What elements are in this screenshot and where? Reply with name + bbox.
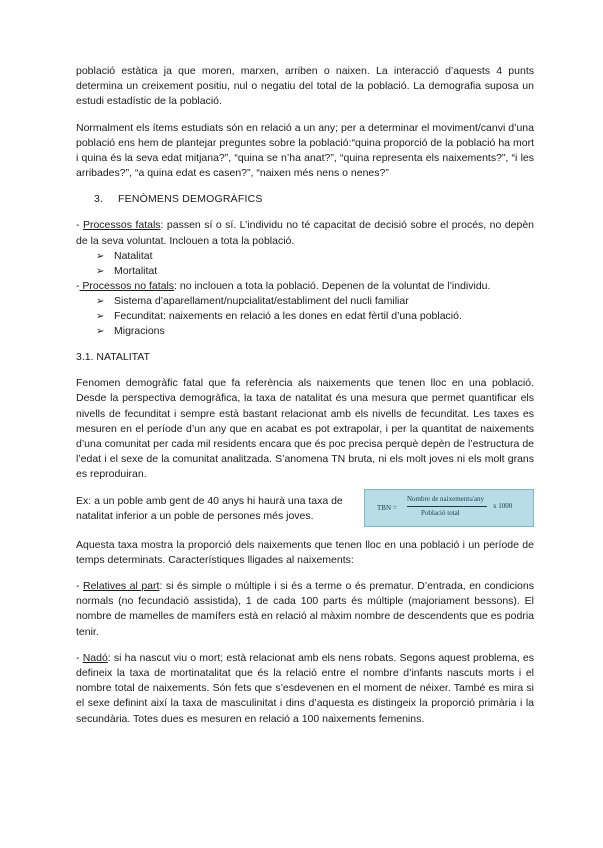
list-item-label: Migracions: [114, 325, 165, 338]
dash: -: [76, 580, 80, 593]
example-with-formula: [76, 494, 534, 527]
dash: -: [76, 279, 80, 292]
section-title: FENÒMENS DEMOGRÀFICS: [118, 193, 263, 206]
list-item-label: Sistema d’aparellament/nupcialitat/establiment del nucli familiar: [114, 295, 409, 308]
list-item-label: Fecunditat: naixements en relació a les dones en edat fèrtil d’una població.: [114, 310, 462, 323]
section-heading-3: [76, 192, 534, 207]
formula-denominator: Població total: [421, 508, 460, 517]
paragraph-example: Ex: a un poble amb gent de 40 anys hi haurà una taxa de natalitat inferior a un poble de persones més joves.: [76, 494, 343, 522]
definition-text: : si és simple o múltiple i si és a terme o és prematur. D’entrada, en condicions normals (no fecundació assistida), 1 de cada 100 parts és múltiple (majoriament bessons). El nombre de mamelles de mamífers està en relació al màxim nombre de descendents que es podria tenir.: [76, 580, 534, 638]
paragraph-processos-no-fatals: [76, 279, 534, 294]
arrow-bullet-icon: ➢: [96, 296, 105, 308]
birth-rate-formula-image: [364, 489, 534, 527]
paragraph-nado: [76, 651, 534, 727]
list-item: [96, 294, 534, 309]
formula-numerator: Nombre de naixements/any: [407, 494, 484, 503]
term-nado: Nadó: [82, 651, 108, 664]
fraction-bar: [407, 506, 487, 507]
paragraph-intro: població estàtica ja que moren, marxen, arriben o naixen. La interacció d’aquests 4 punts determina un creixement positiu, nul o negatiu del total de la població. La demografia suposa un estudi estadístic de la població.: [76, 65, 534, 108]
list-item-label: Natalitat: [114, 249, 153, 262]
list-item: [96, 264, 534, 279]
term-relatives-al-part: Relatives al part: [83, 580, 160, 593]
arrow-bullet-icon: ➢: [96, 250, 105, 262]
definition-text: : no inclouen a tota la població. Depenen de la voluntat de l’individu.: [174, 279, 491, 292]
definition-text: : si ha nascut viu o mort; està relacionat amb els nens robats. Segons aquest problema, es defineix la taxa de mortinatalitat que és la relació entre el nombre d’infants nascuts morts i el nombre total de naixements. Són fets que s’esdevenen en el moment de néixer. També es mira si el sexe definint així la taxa de masculinitat i dins d’aquesta es distingeix la proporció primària i la secundària. Totes dues es mesuren en relació a 100 naixements femenins.: [76, 651, 534, 725]
arrow-bullet-icon: ➢: [96, 326, 105, 338]
dash: -: [76, 651, 80, 664]
page-content: [76, 64, 534, 727]
section-heading-3-1: 3.1. NATALITAT: [76, 351, 150, 364]
definition-text: : passen sí o sí. L’individu no té capacitat de decisió sobre el procés, no depèn de la seva voluntat. Inclouen a tota la població.: [76, 219, 534, 247]
section-number: 3.: [94, 193, 104, 206]
paragraph-natalitat-definition: Fenomen demogràfic fatal que fa referència als naixements que tenen lloc en una població. Desde la perspectiva demogràfica, la taxa de natalitat és una mesura que permet quantificar els nivells de fecunditat i sempre està bastant relacionat amb els nivells de fecunditat. Les taxes es mesuren en el període d’un any que en acabat es pot extrapolar, i per la quantitat de naixements d’una comunitat per cada mil residents encara que és poc precisa perquè depèn de l’estructura de l’edat i el sexe de la comunitat analitzada. S’anomena TN bruta, ni els molt joves ni els molt grans es reproduiran.: [76, 377, 534, 481]
list-item: [96, 249, 534, 264]
list-item-label: Mortalitat: [114, 264, 158, 277]
paragraph-rate-description: Aquesta taxa mostra la proporció dels naixements que tenen lloc en una població i un període de temps determinats. Característiques lligades al naixements:: [76, 538, 534, 566]
list-fatal-processes: [76, 249, 534, 279]
paragraph-relatives-al-part: [76, 579, 534, 640]
paragraph-items-studied: Normalment els ítems estudiats són en relació a un any; per a determinar el moviment/canvi d’una població ens hem de plantejar preguntes sobre la població:“quina proporció de la població ha mort i quina és la seva edat mitjana?”, “quina se n’ha anat?”, “quina representa els naixements?”, “i les arribades?”, “a quina edat es casen?”, “naixen més nens o nenes?”: [76, 121, 534, 180]
paragraph-processos-fatals: [76, 218, 534, 248]
arrow-bullet-icon: ➢: [96, 265, 105, 277]
list-item: [96, 324, 534, 339]
list-item: [96, 309, 534, 324]
term-processos-fatals: Processos fatals: [82, 219, 161, 232]
formula-multiplier: x 1000: [493, 501, 513, 510]
term-processos-no-fatals: Processos no fatals: [79, 279, 175, 292]
formula-lhs: TBN =: [377, 503, 397, 512]
arrow-bullet-icon: ➢: [96, 311, 105, 323]
list-non-fatal-processes: [76, 294, 534, 339]
dash: -: [76, 219, 80, 232]
